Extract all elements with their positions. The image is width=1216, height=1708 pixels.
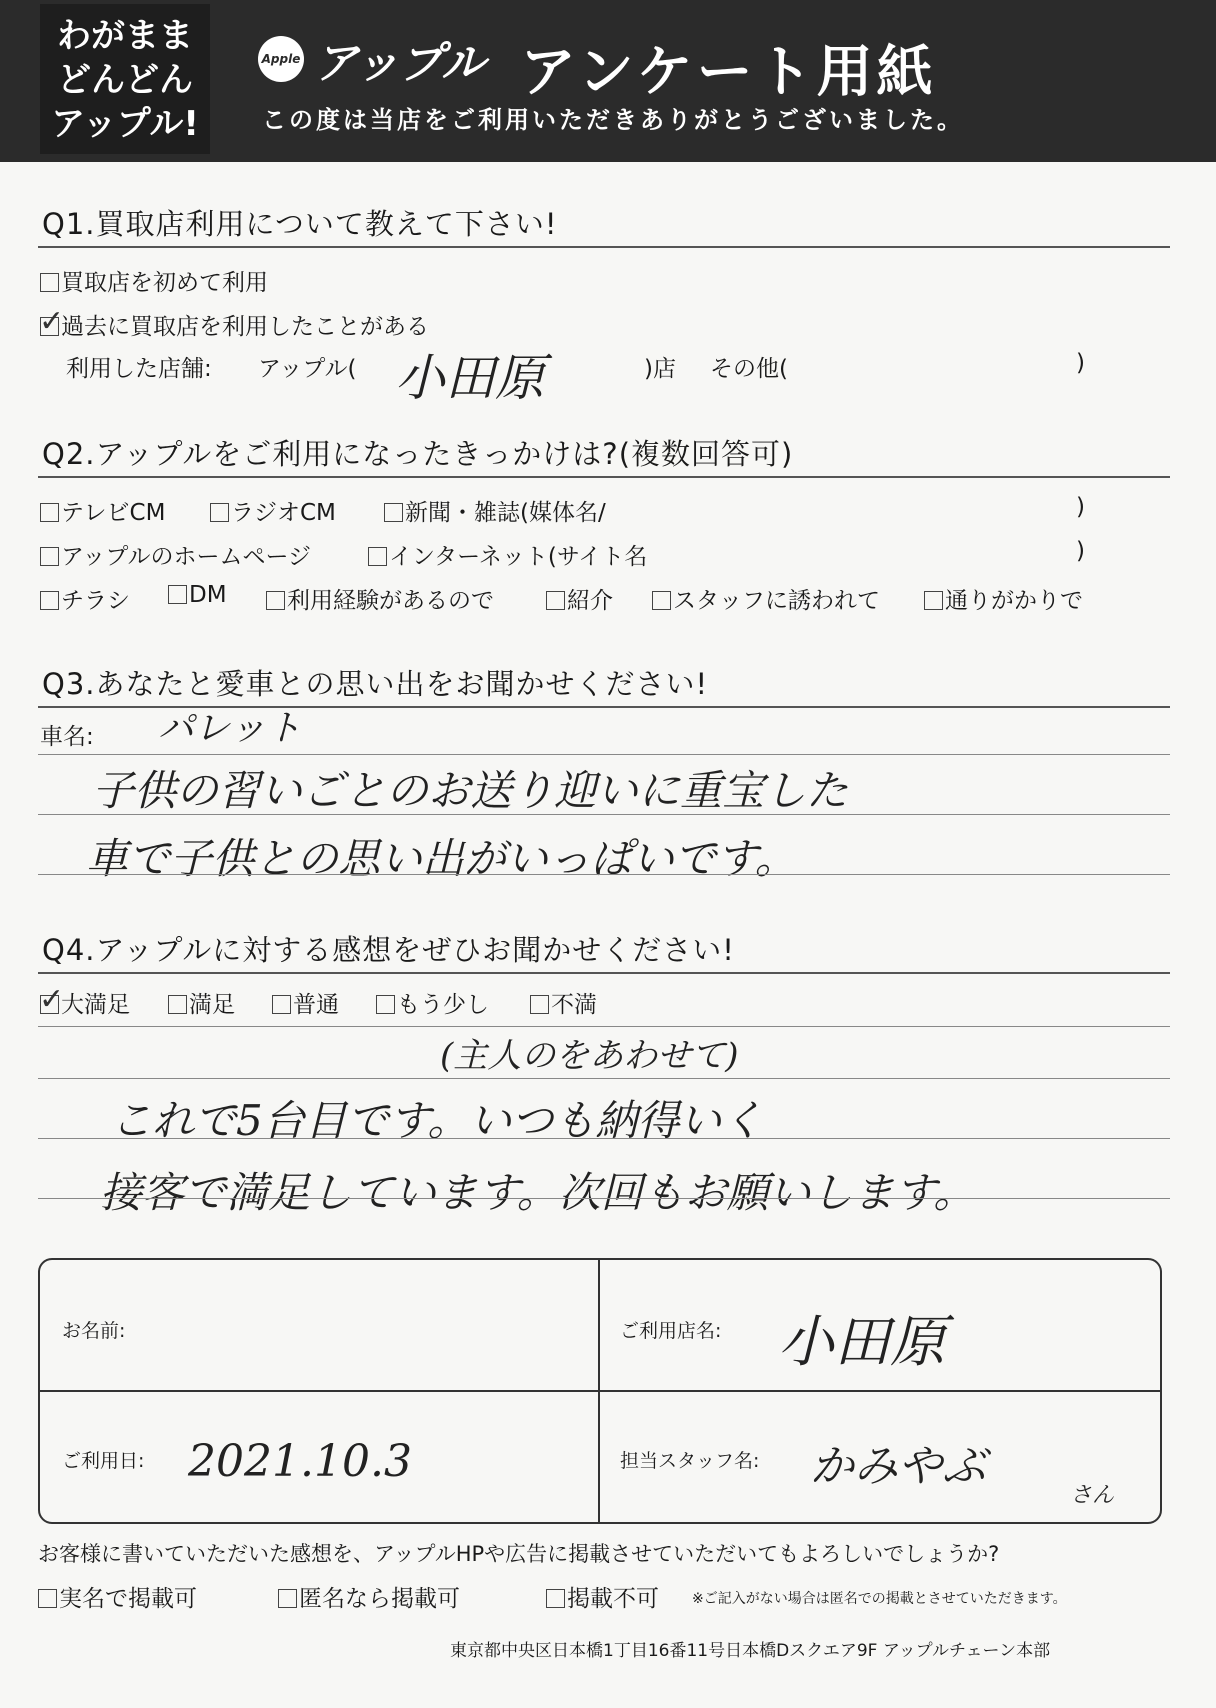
footer-address: 東京都中央区日本橋1丁目16番11号日本橋Dスクエア9F アップルチェーン本部: [450, 1641, 1051, 1661]
checkbox-icon[interactable]: [530, 995, 549, 1014]
consent-option-anonymous[interactable]: 匿名なら掲載可: [278, 1580, 460, 1613]
q2-heading: Q2.アップルをご利用になったきっかけは?(複数回答可): [42, 437, 794, 471]
page-title: アンケート用紙: [520, 40, 937, 105]
q1-handwritten-store: 小田原: [395, 349, 545, 407]
checkbox-icon[interactable]: [210, 503, 229, 522]
q4-line-2: [38, 1078, 1170, 1079]
q3-line-2: [38, 814, 1170, 815]
checkbox-icon[interactable]: [38, 1589, 57, 1608]
consent-question: お客様に書いていただいた感想を、アップルHPや広告に掲載させていただいてもよろしいでしょうか?: [38, 1542, 1000, 1566]
q4-option-more[interactable]: もう少し: [376, 986, 489, 1019]
date-value: 2021.10.3: [188, 1436, 412, 1487]
name-label: お名前:: [62, 1320, 126, 1342]
q1-store-label: 利用した店舗:: [66, 356, 212, 382]
apple-logo: [258, 24, 485, 94]
q1-option-first-time[interactable]: 買取店を初めて利用: [40, 264, 268, 297]
checkbox-icon[interactable]: [266, 591, 285, 610]
q2-option-radio[interactable]: ラジオCM: [210, 494, 336, 527]
q4-option-dissatisfied[interactable]: 不満: [530, 986, 597, 1019]
q2-internet-close: ): [1076, 538, 1085, 564]
q4-option-satisfied[interactable]: 満足: [168, 986, 235, 1019]
q4-line-3: [38, 1138, 1170, 1139]
checkbox-icon[interactable]: [384, 503, 403, 522]
q4-answer-line-1: これで5台目です。いつも納得いく: [110, 1096, 764, 1145]
checkbox-icon[interactable]: [376, 995, 395, 1014]
q3-car-label: 車名:: [40, 724, 94, 750]
staff-value: かみやぶ: [810, 1441, 986, 1492]
q3-heading: Q3.あなたと愛車との思い出をお聞かせください!: [42, 667, 709, 701]
page-subtitle: この度は当店をご利用いただきありがとうございました。: [262, 106, 964, 134]
q1-heading: Q1.買取店利用について教えて下さい!: [42, 207, 558, 241]
slogan-line-1: わがまま: [57, 16, 193, 56]
customer-info-box: [38, 1258, 1162, 1524]
q2-newspaper-close: ): [1076, 494, 1085, 520]
q2-option-passing-by[interactable]: 通りがかりで: [924, 582, 1083, 615]
q2-option-staff[interactable]: スタッフに誘われて: [652, 582, 880, 615]
q2-option-flyer[interactable]: チラシ: [40, 582, 130, 615]
q2-option-homepage[interactable]: アップルのホームページ: [40, 538, 311, 571]
checkbox-icon[interactable]: [924, 591, 943, 610]
slogan-badge: [40, 4, 210, 154]
q3-answer-line-2: 車で子供との思い出がいっぱいです。: [86, 834, 797, 883]
slogan-line-3: アップル!: [51, 104, 199, 144]
q1-option-used-before[interactable]: ✓ 過去に買取店を利用したことがある: [39, 304, 429, 340]
checkbox-icon[interactable]: [168, 995, 187, 1014]
q4-line-4: [38, 1198, 1170, 1199]
q2-option-referral[interactable]: 紹介: [546, 582, 613, 615]
q1-divider: [38, 246, 1170, 248]
q4-option-very-satisfied[interactable]: ✓ 大満足: [39, 982, 130, 1018]
q4-heading: Q4.アップルに対する感想をぜひお聞かせください!: [42, 933, 735, 967]
q1-other-label: その他(: [710, 356, 788, 382]
checkbox-icon[interactable]: [652, 591, 671, 610]
q3-answer-line-1: 子供の習いごとのお送り迎いに重宝した: [92, 766, 849, 815]
checkbox-icon[interactable]: [168, 585, 187, 604]
q3-line-1: [38, 754, 1170, 755]
q4-note: (主人のをあわせて): [440, 1036, 739, 1076]
q1-apple-label: アップル(: [258, 356, 357, 382]
q1-other-close: ): [1076, 350, 1085, 376]
checkbox-icon[interactable]: [40, 547, 59, 566]
checkbox-icon[interactable]: [40, 503, 59, 522]
checkbox-icon[interactable]: [546, 1589, 565, 1608]
checkmark-icon: ✓: [39, 304, 65, 339]
date-label: ご利用日:: [62, 1450, 145, 1472]
q4-line-1: [38, 1026, 1170, 1027]
checkmark-icon: ✓: [39, 982, 65, 1017]
q4-option-normal[interactable]: 普通: [272, 986, 339, 1019]
q2-option-newspaper[interactable]: 新聞・雑誌(媒体名/: [384, 494, 606, 527]
apple-logo-text: アップル: [314, 38, 486, 89]
checkbox-icon[interactable]: [40, 273, 59, 292]
q2-option-tv[interactable]: テレビCM: [40, 494, 165, 527]
q3-line-3: [38, 874, 1170, 875]
q2-divider: [38, 476, 1170, 478]
staff-suffix: さん: [1070, 1483, 1115, 1508]
consent-option-no[interactable]: 掲載不可: [546, 1580, 659, 1613]
store-name-label: ご利用店名:: [620, 1320, 722, 1342]
consent-option-real-name[interactable]: 実名で掲載可: [38, 1580, 197, 1613]
staff-label: 担当スタッフ名:: [620, 1450, 760, 1472]
checkbox-icon[interactable]: [40, 591, 59, 610]
q4-divider: [38, 972, 1170, 974]
store-name-value: 小田原: [778, 1310, 946, 1375]
q2-option-internet[interactable]: インターネット(サイト名: [368, 538, 647, 571]
checkbox-icon[interactable]: [546, 591, 565, 610]
q1-store-suffix: )店: [644, 356, 676, 382]
header-banner: [0, 0, 1216, 162]
q2-option-dm[interactable]: DM: [168, 582, 227, 608]
checkbox-icon[interactable]: [368, 547, 387, 566]
checkbox-icon[interactable]: [39, 982, 65, 1017]
q2-option-experience[interactable]: 利用経験があるので: [266, 582, 494, 615]
checkbox-icon[interactable]: [272, 995, 291, 1014]
consent-note: ※ご記入がない場合は匿名での掲載とさせていただきます。: [692, 1591, 1067, 1607]
apple-logo-icon: Apple: [258, 36, 304, 82]
slogan-line-2: どんどん: [57, 60, 193, 100]
q3-car-name: パレット: [158, 708, 302, 749]
q4-answer-line-2: 接客で満足しています。次回もお願いします。: [100, 1168, 976, 1217]
checkbox-icon[interactable]: [278, 1589, 297, 1608]
checkbox-icon[interactable]: [39, 304, 65, 339]
